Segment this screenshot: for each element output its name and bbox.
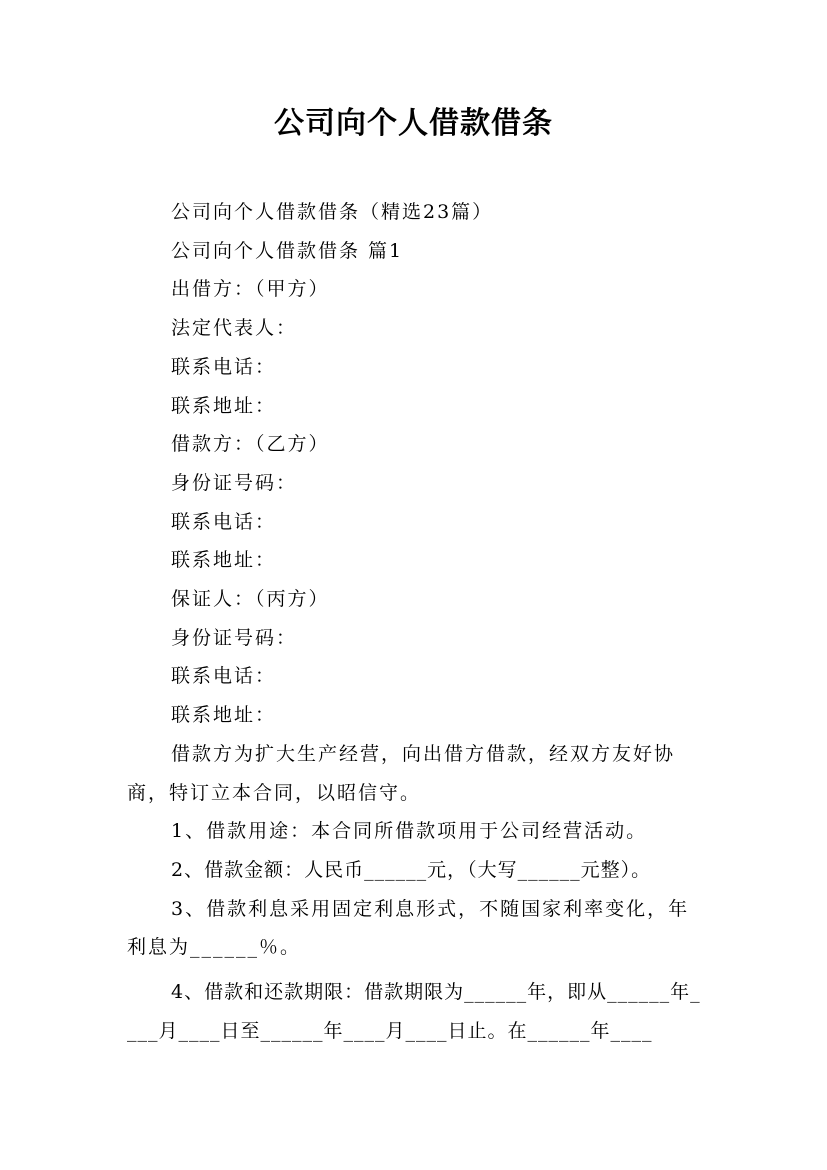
paragraph-lender-phone: 联系电话： [171, 355, 277, 378]
paragraph-preamble: 借款方为扩大生产经营，向出借方借款，经双方友好协商，特订立本合同，以昭信守。 [127, 742, 676, 804]
paragraph-guarantor-phone: 联系电话： [171, 665, 277, 688]
paragraph-clause-3: 3、借款利息采用固定利息形式，不随国家利率变化，年利息为______％。 [127, 897, 690, 959]
paragraph-guarantor: 保证人：（丙方） [171, 588, 330, 611]
paragraph-section-heading: 公司向个人借款借条 篇1 [171, 239, 404, 262]
document-title: 公司向个人借款借条 [274, 106, 553, 141]
document-body [127, 193, 703, 1050]
paragraph-legal-rep: 法定代表人： [171, 317, 298, 340]
paragraph-clause-2: 2、借款金额：人民币______元，（大写______元整）。 [171, 858, 652, 881]
paragraph-clause-1: 1、借款用途：本合同所借款项用于公司经营活动。 [171, 820, 648, 843]
paragraph-guarantor-address: 联系地址： [171, 704, 277, 727]
paragraph-subtitle: 公司向个人借款借条（精选23篇） [171, 201, 494, 223]
paragraph-borrower: 借款方：（乙方） [171, 433, 330, 456]
paragraph-lender-address: 联系地址： [171, 394, 277, 417]
paragraph-borrower-address: 联系地址： [171, 549, 277, 572]
paragraph-borrower-phone: 联系电话： [171, 510, 277, 533]
paragraph-clause-4: 4、借款和还款期限：借款期限为______年，即从______年____月____日至______年____月____日止。在______年____ [127, 981, 701, 1042]
paragraph-borrower-id: 身份证号码： [171, 471, 298, 494]
paragraph-lender: 出借方：（甲方） [171, 278, 330, 301]
paragraph-guarantor-id: 身份证号码： [171, 626, 298, 649]
